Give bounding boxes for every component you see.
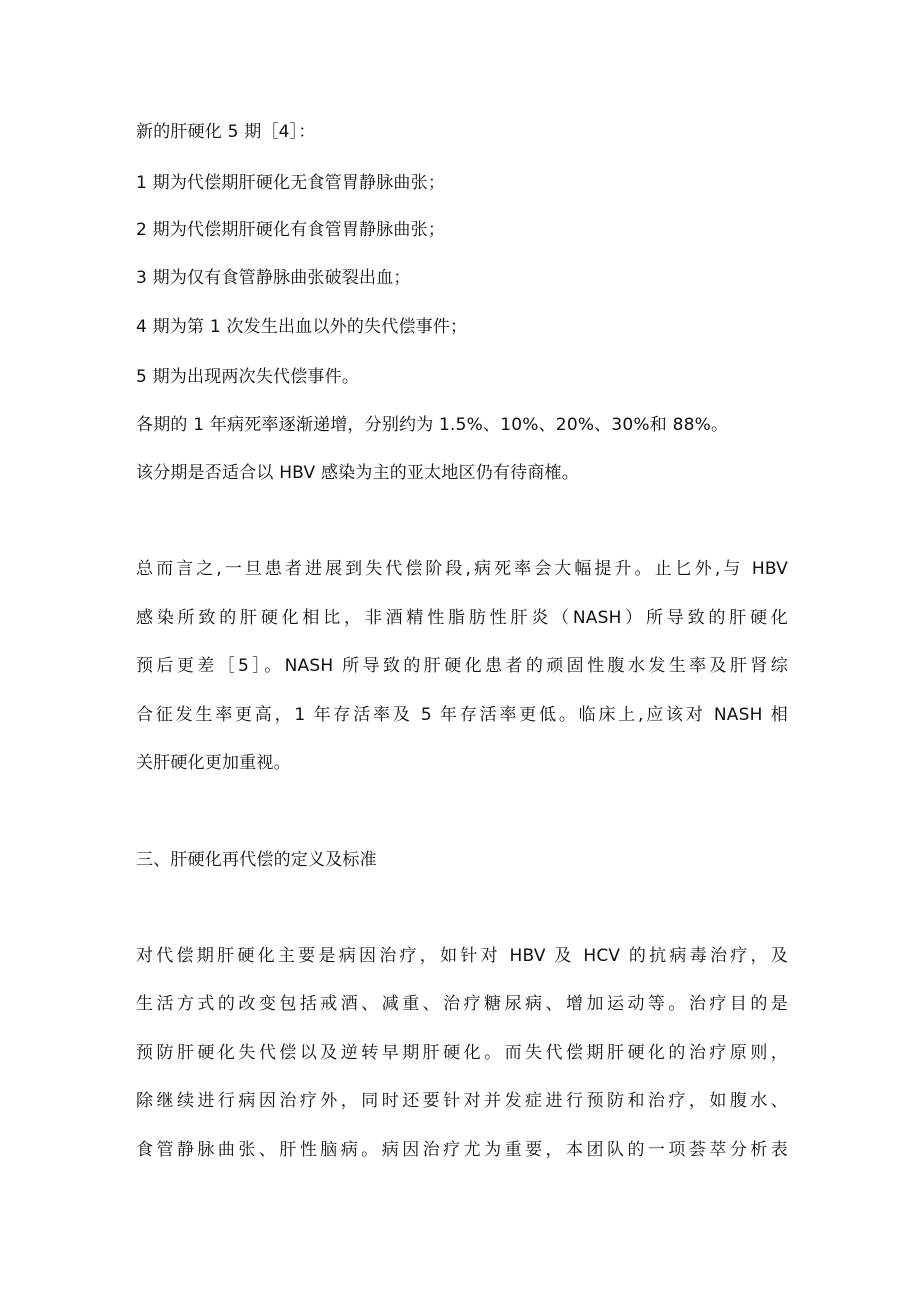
summary-line-2: 感染所致的肝硬化相比，非酒精性脂肪性肝炎（NASH）所导致的肝硬化	[136, 608, 788, 628]
treatment-line-5: 食管静脉曲张、肝性脑病。病因治疗尤为重要，本团队的一项荟萃分析表	[136, 1140, 788, 1160]
summary-line-4: 合征发生率更高，1 年存活率及 5 年存活率更低。临床上,应该对 NASH 相	[136, 705, 788, 725]
treatment-line-4: 除继续进行病因治疗外，同时还要针对并发症进行预防和治疗，如腹水、	[136, 1091, 788, 1111]
stage-1-line: 1 期为代偿期肝硬化无食管胃静脉曲张；	[136, 173, 446, 193]
applicability-line: 该分期是否适合以 HBV 感染为主的亚太地区仍有待商榷。	[136, 463, 579, 483]
summary-line-1: 总而言之,一旦患者进展到失代偿阶段,病死率会大幅提升。止匕外,与 HBV	[136, 559, 788, 579]
section-heading: 三、肝硬化再代偿的定义及标准	[136, 850, 377, 870]
treatment-line-2: 生活方式的改变包括戒酒、减重、治疗糖尿病、增加运动等。治疗目的是	[136, 994, 788, 1014]
treatment-line-1: 对代偿期肝硬化主要是病因治疗，如针对 HBV 及 HCV 的抗病毒治疗，及	[136, 946, 788, 966]
stage-3-line: 3 期为仅有食管静脉曲张破裂出血；	[136, 268, 411, 288]
mortality-line: 各期的 1 年病死率逐渐递增，分别约为 1.5%、10%、20%、30%和 88%。	[136, 415, 729, 435]
treatment-line-3: 预防肝硬化失代偿以及逆转早期肝硬化。而失代偿期肝硬化的治疗原则，	[136, 1043, 788, 1063]
staging-intro: 新的肝硬化 5 期［4］：	[136, 122, 316, 142]
stage-4-line: 4 期为第 1 次发生出血以外的失代偿事件；	[136, 317, 468, 337]
summary-line-5: 关肝硬化更加重视。	[136, 753, 291, 773]
stage-2-line: 2 期为代偿期肝硬化有食管胃静脉曲张；	[136, 220, 446, 240]
stage-5-line: 5 期为出现两次失代偿事件。	[136, 367, 360, 387]
summary-line-3: 预后更差［5］。NASH 所导致的肝硬化患者的顽固性腹水发生率及肝肾综	[136, 656, 788, 676]
